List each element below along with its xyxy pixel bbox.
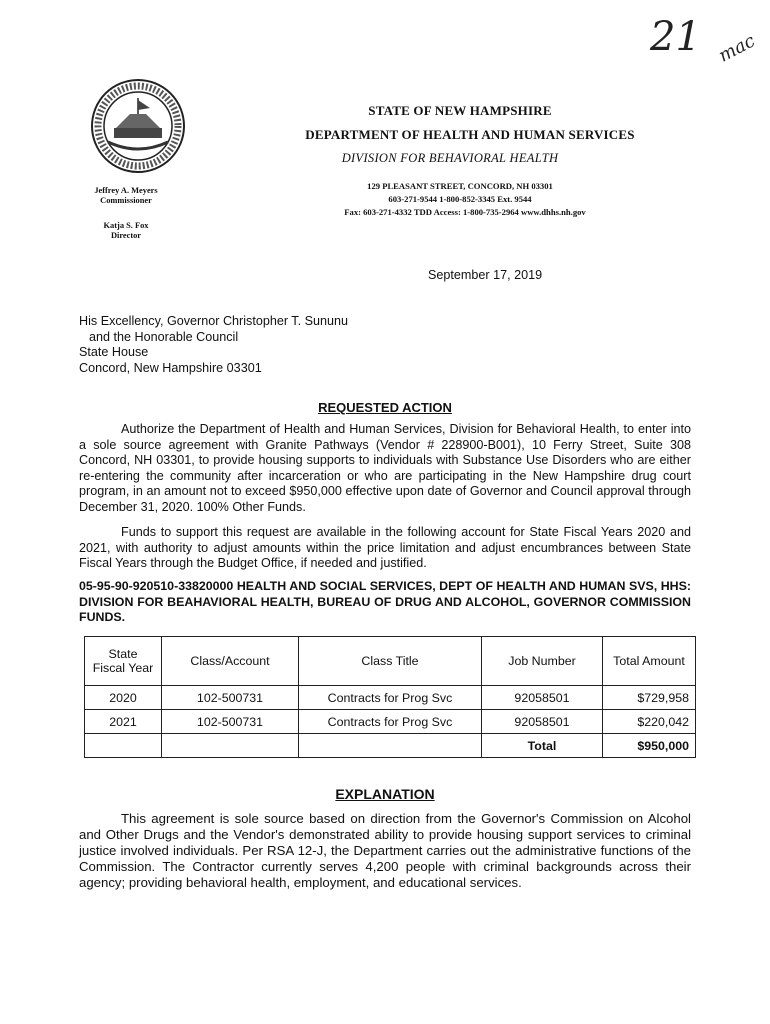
funding-paragraph: Funds to support this request are available in the following account for State Fiscal Years 2020 and 2021, with authority to adjust amounts within the price limitation and adjust encumbrances between State Fiscal Years through the Budget Office, if needed and justified.: [79, 525, 691, 570]
cell-empty: [299, 734, 482, 758]
letter-date: September 17, 2019: [428, 268, 543, 282]
recipient-line-4: Concord, New Hampshire 03301: [79, 360, 262, 375]
recipient-line-3: State House: [79, 345, 149, 359]
cell-job-number: 92058501: [482, 686, 603, 710]
cell-job-number: 92058501: [482, 710, 603, 734]
commissioner-block: [70, 186, 182, 206]
handwritten-page-number: 21: [650, 14, 701, 60]
cell-fiscal-year: 2020: [85, 686, 162, 710]
director-title: Director: [110, 231, 142, 240]
letterhead-division: DIVISION FOR BEHAVIORAL HEALTH: [341, 151, 559, 165]
funding-table: [84, 636, 696, 758]
explanation-heading: EXPLANATION: [335, 786, 435, 802]
table-total-row: [85, 734, 696, 758]
cell-empty: [85, 734, 162, 758]
cell-class-account: 102-500731: [162, 710, 299, 734]
cell-empty: [162, 734, 299, 758]
commissioner-name: Jeffrey A. Meyers: [94, 186, 158, 195]
director-block: [70, 221, 182, 241]
total-label: Total: [482, 734, 603, 758]
header-class-title: Class Title: [299, 637, 482, 686]
handwritten-initials: mac: [715, 30, 759, 67]
cell-class-title: Contracts for Prog Svc: [299, 686, 482, 710]
state-seal-icon: [90, 78, 186, 174]
letterhead-address: 129 PLEASANT STREET, CONCORD, NH 03301: [367, 181, 553, 191]
recipient-block: [79, 314, 348, 376]
table-row: [85, 710, 696, 734]
recipient-line-2: and the Honorable Council: [89, 329, 239, 344]
table-row: [85, 686, 696, 710]
table-header-row: [85, 637, 696, 686]
letterhead-phones: 603-271-9544 1-800-852-3345 Ext. 9544: [388, 194, 532, 204]
letterhead-department: DEPARTMENT OF HEALTH AND HUMAN SERVICES: [305, 127, 635, 142]
header-total-amount: Total Amount: [603, 637, 696, 686]
header-fiscal-year: State Fiscal Year: [85, 637, 162, 686]
explanation-paragraph: This agreement is sole source based on direction from the Governor's Commission on Alcohol and Other Drugs and the Vendor's demonstrated ability to provide housing support services to criminal justice involved individuals. Per RSA 12-J, the Department carries out the administrative functions of the Commission. The Contractor currently serves 4,200 people with criminal backgrounds across their agency; providing behavioral health, employment, and educational services.: [79, 811, 691, 890]
commissioner-title: Commissioner: [100, 196, 152, 205]
letterhead-state: STATE OF NEW HAMPSHIRE: [368, 103, 552, 118]
director-name: Katja S. Fox: [103, 221, 149, 230]
cell-fiscal-year: 2021: [85, 710, 162, 734]
cell-class-account: 102-500731: [162, 686, 299, 710]
letterhead-fax: Fax: 603-271-4332 TDD Access: 1-800-735-2964 www.dhhs.nh.gov: [344, 207, 586, 217]
cell-total-amount: $220,042: [603, 710, 696, 734]
cell-class-title: Contracts for Prog Svc: [299, 710, 482, 734]
header-class-account: Class/Account: [162, 637, 299, 686]
account-line: 05-95-90-920510-33820000 HEALTH AND SOCIAL SERVICES, DEPT OF HEALTH AND HUMAN SVS, HHS: DIVISION FOR BEAHAVIORAL HEALTH, BUREAU OF DRUG AND ALCOHOL, GOVERNOR COMMISSION FUNDS.: [79, 579, 691, 624]
requested-action-heading: REQUESTED ACTION: [318, 400, 452, 415]
header-job-number: Job Number: [482, 637, 603, 686]
cell-total-amount: $729,958: [603, 686, 696, 710]
total-value: $950,000: [603, 734, 696, 758]
recipient-line-1: His Excellency, Governor Christopher T. Sununu: [79, 314, 349, 328]
requested-action-paragraph: Authorize the Department of Health and Human Services, Division for Behavioral Health, to enter into a sole source agreement with Granite Pathways (Vendor # 228900-B001), 10 Ferry Street, Suite 308 Concord, NH 03301, to provide housing supports to individuals with Substance Use Disorders who are either re-entering the community after incarceration or who are participating in the New Hampshire drug court program, in an amount not to exceed $950,000 effective upon date of Governor and Council approval through December 31, 2020. 100% Other Funds.: [79, 422, 691, 514]
